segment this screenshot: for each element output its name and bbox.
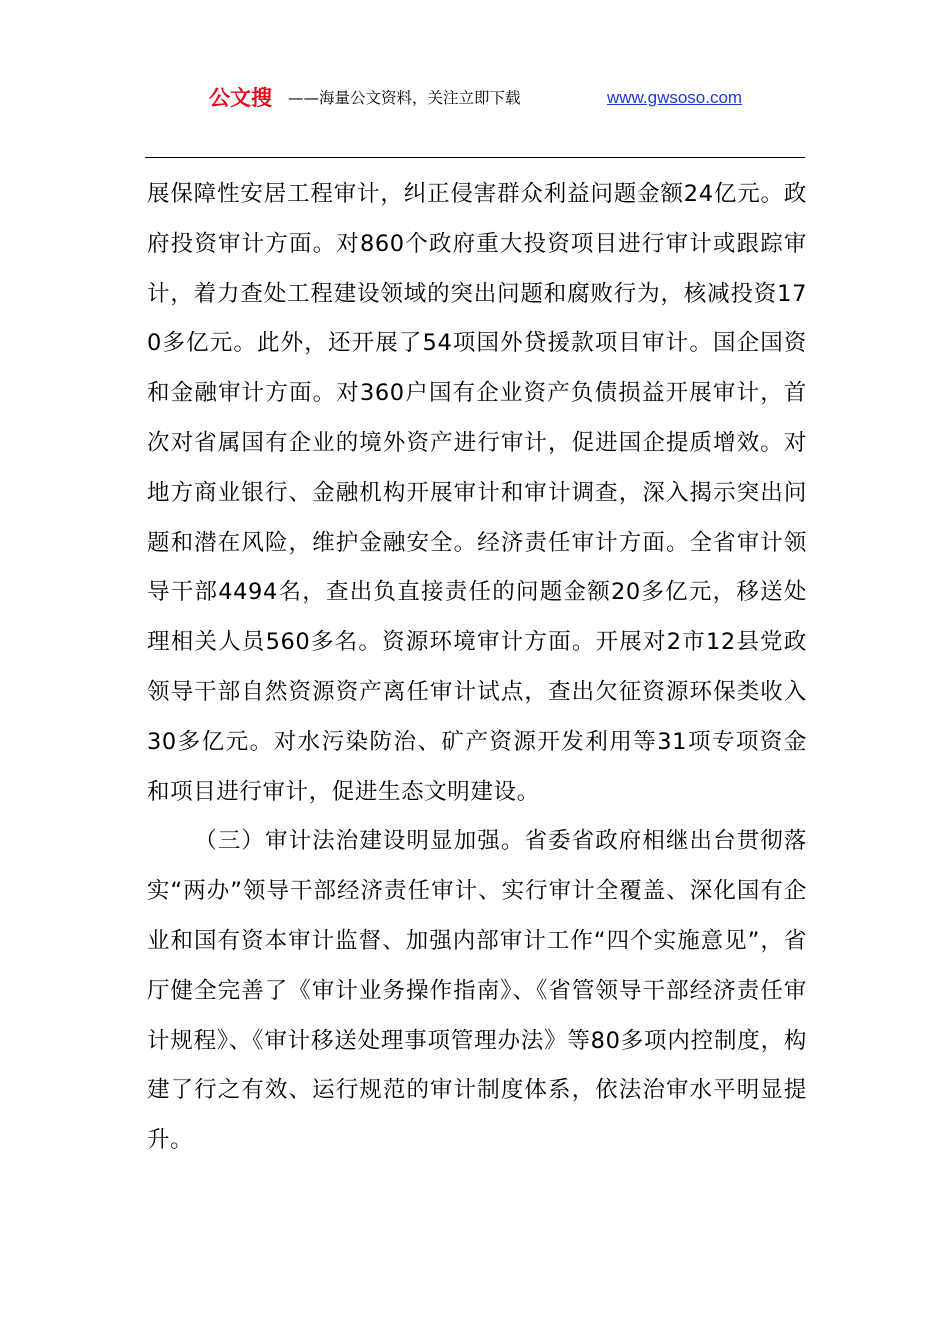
brand-logo-text: 公文搜 [209, 86, 272, 110]
body-paragraph-1: 展保障性安居工程审计，纠正侵害群众利益问题金额24亿元。政府投资审计方面。对860个政府重大投资项目进行审计或跟踪审计，着力查处工程建设领域的突出问题和腐败行为，核减投资170多亿元。此外，还开展了54项国外贷援款项目审计。国企国资和金融审计方面。对360户国有企业资产负债损益开展审计，首次对省属国有企业的境外资产进行审计，促进国企提质增效。对地方商业银行、金融机构开展审计和审计调查，深入揭示突出问题和潜在风险，维护金融安全。经济责任审计方面。全省审计领导干部4494名，查出负直接责任的问题金额20多亿元，移送处理相关人员560多名。资源环境审计方面。开展对2市12县党政领导干部自然资源资产离任审计试点，查出欠征资源环保类收入30多亿元。对水污染防治、矿产资源开发利用等31项专项资金和项目进行审计，促进生态文明建设。 [147, 181, 807, 805]
body-paragraph-2: （三）审计法治建设明显加强。省委省政府相继出台贯彻落实“两办”领导干部经济责任审计、实行审计全覆盖、深化国有企业和国有资本审计监督、加强内部审计工作“四个实施意见”，省厅健全完善了《审计业务操作指南》、《省管领导干部经济责任审计规程》、《审计移送处理事项管理办法》等80多项内控制度，构建了行之有效、运行规范的审计制度体系，依法治审水平明显提升。 [147, 828, 807, 1154]
page-header [0, 80, 950, 116]
header-tagline: ——海量公文资料，关注立即下载 [288, 89, 521, 107]
document-body [147, 170, 807, 1166]
header-divider [145, 157, 805, 158]
website-link[interactable]: www.gwsoso.com [607, 88, 743, 107]
